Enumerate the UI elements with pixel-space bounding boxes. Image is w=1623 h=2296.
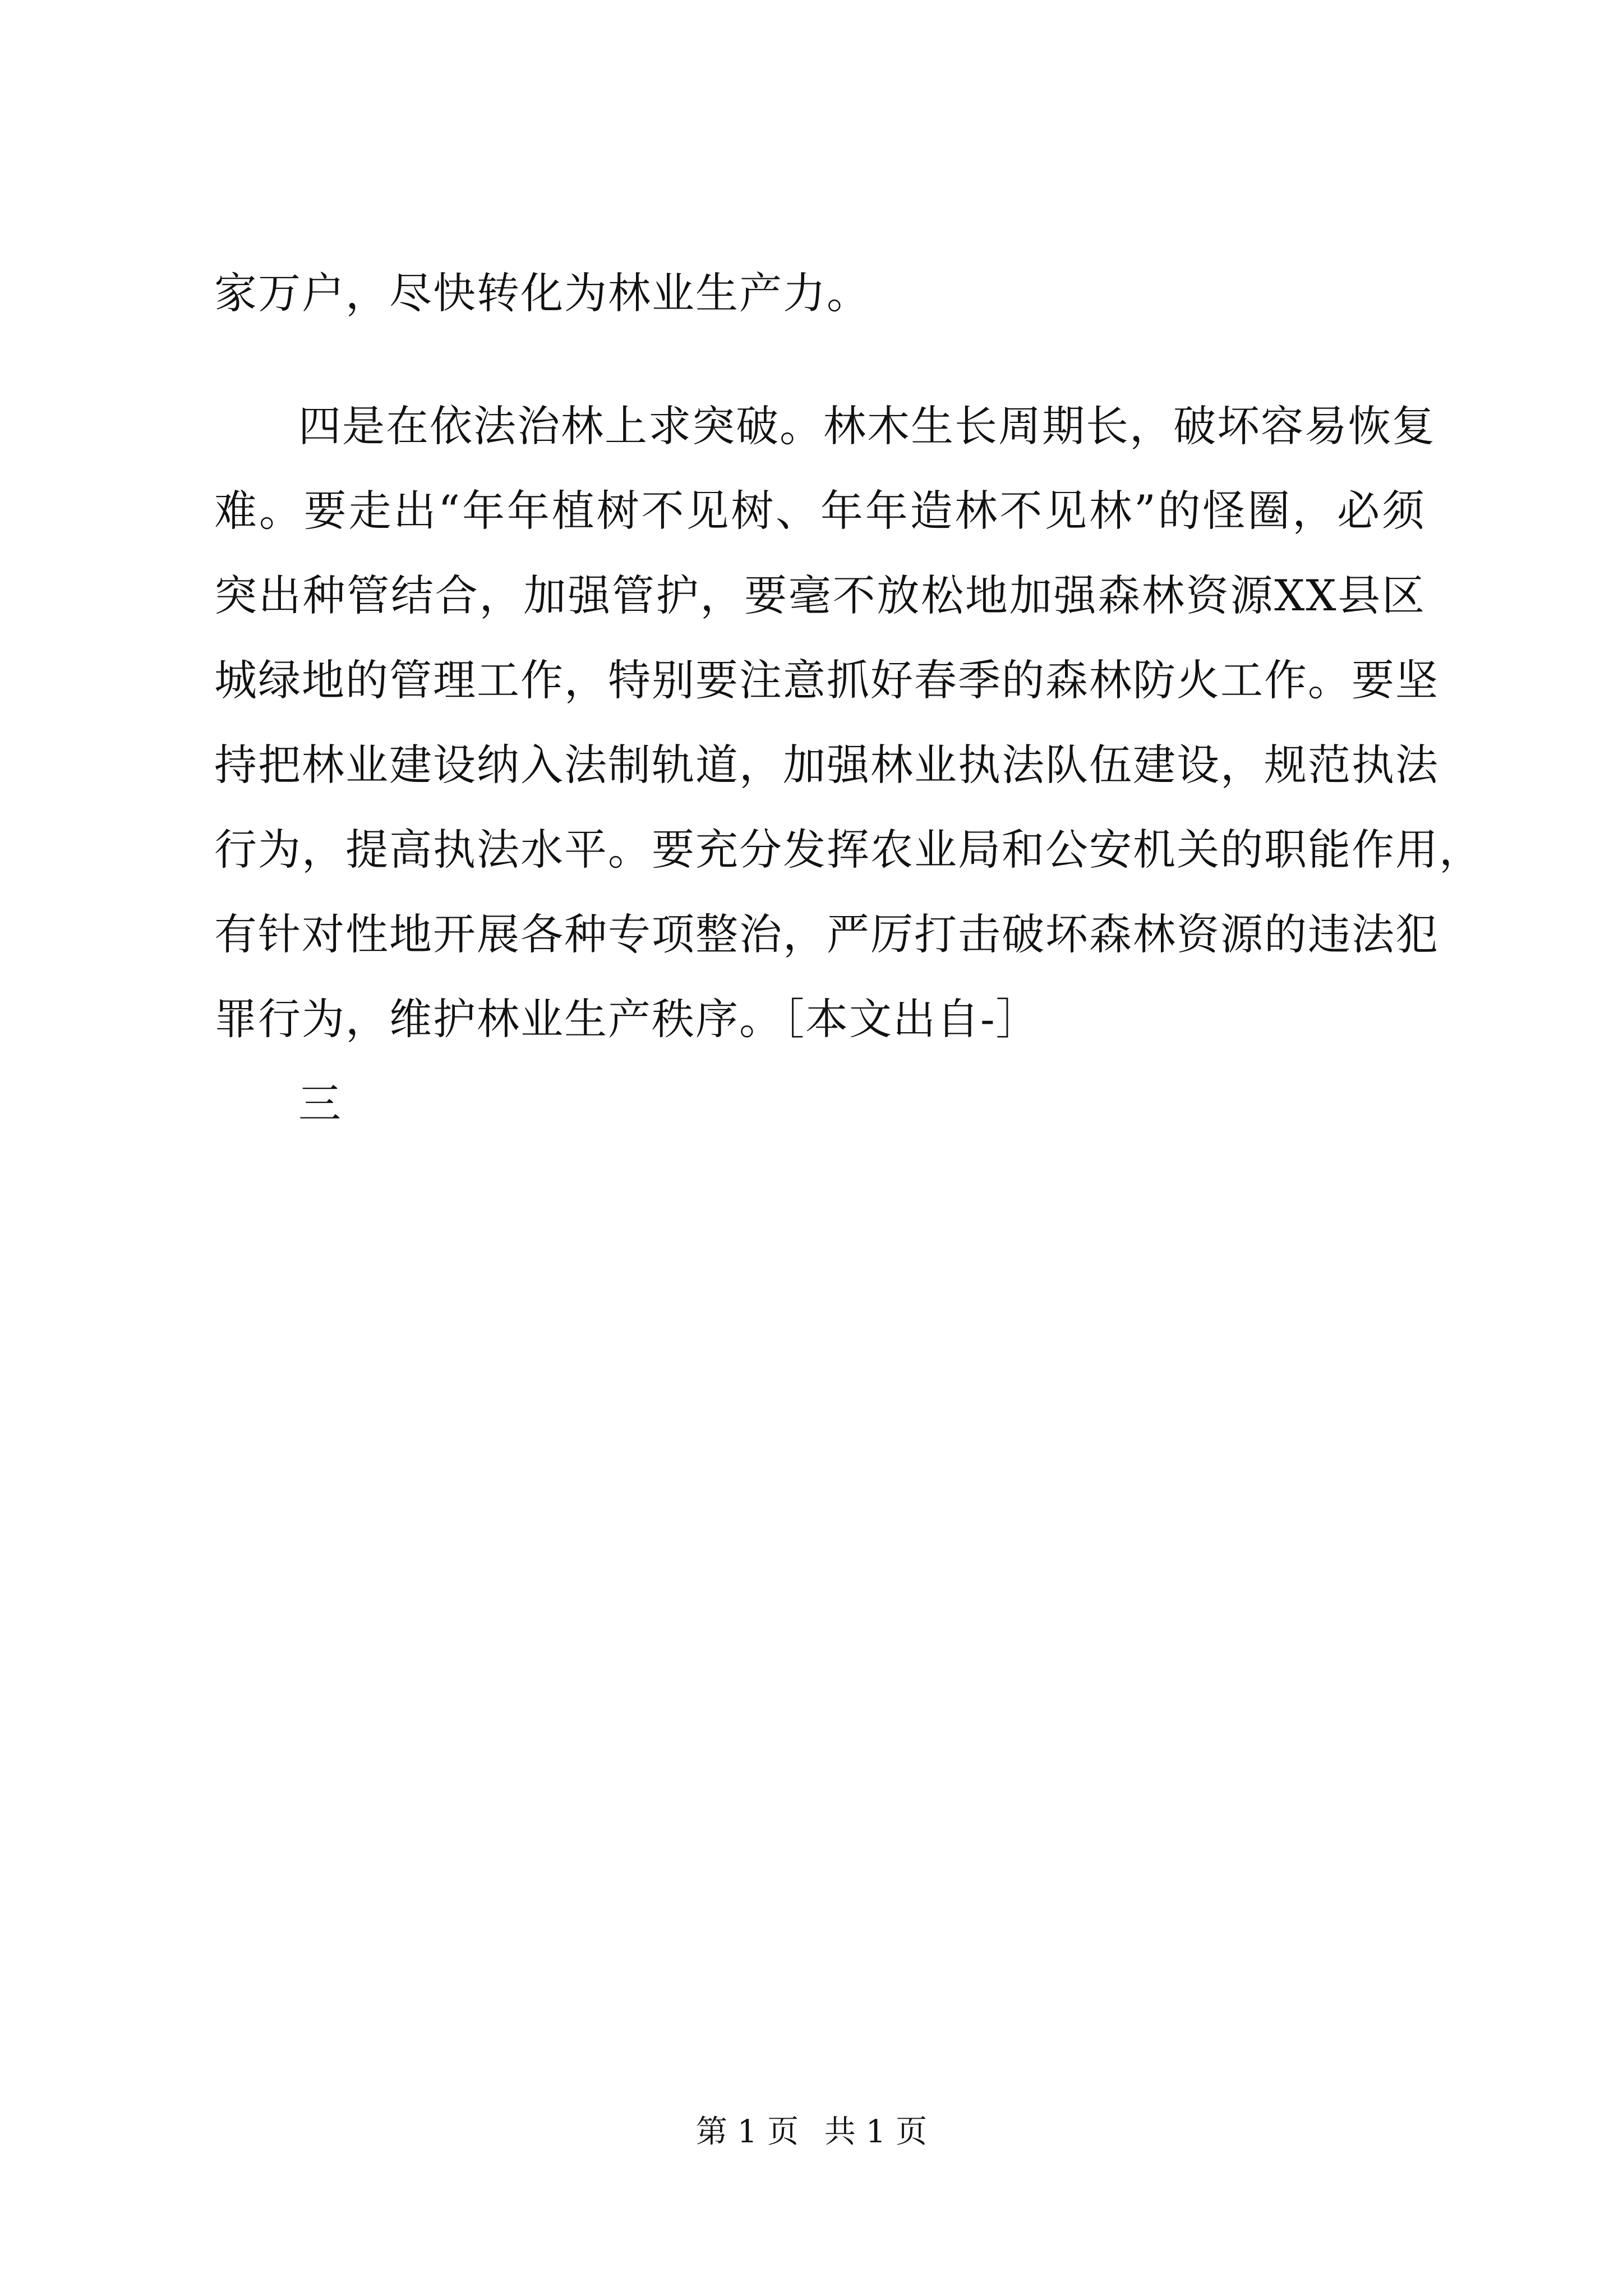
text-line: 城绿地的管理工作，特别要注意抓好春季的森林防火工作。要坚 <box>214 655 1439 705</box>
page-number: 第 1 页 <box>695 2114 799 2150</box>
text-line: 有针对性地开展各种专项整治，严厉打击破坏森林资源的违法犯 <box>214 909 1439 959</box>
page-footer <box>0 2113 1623 2152</box>
text-line: 四是在依法治林上求突破。林木生长周期长，破坏容易恢复 <box>298 401 1436 451</box>
text-line: 家万户，尽快转化为林业生产力。 <box>214 268 870 318</box>
text-line: 罪行为，维护林业生产秩序。［本文出自-］ <box>214 994 1040 1044</box>
text-line: 突出种管结合，加强管护，要毫不放松地加强森林资源XX县区 <box>214 570 1426 620</box>
section-number: 三 <box>298 1079 342 1129</box>
page-total: 共 1 页 <box>824 2114 928 2150</box>
text-line: 持把林业建设纳入法制轨道，加强林业执法队伍建设，规范执法 <box>214 740 1439 790</box>
text-line: 难。要走出“年年植树不见树、年年造林不见林”的怪圈，必须 <box>214 486 1426 536</box>
text-line: 行为，提高执法水平。要充分发挥农业局和公安机关的职能作用， <box>214 825 1483 875</box>
